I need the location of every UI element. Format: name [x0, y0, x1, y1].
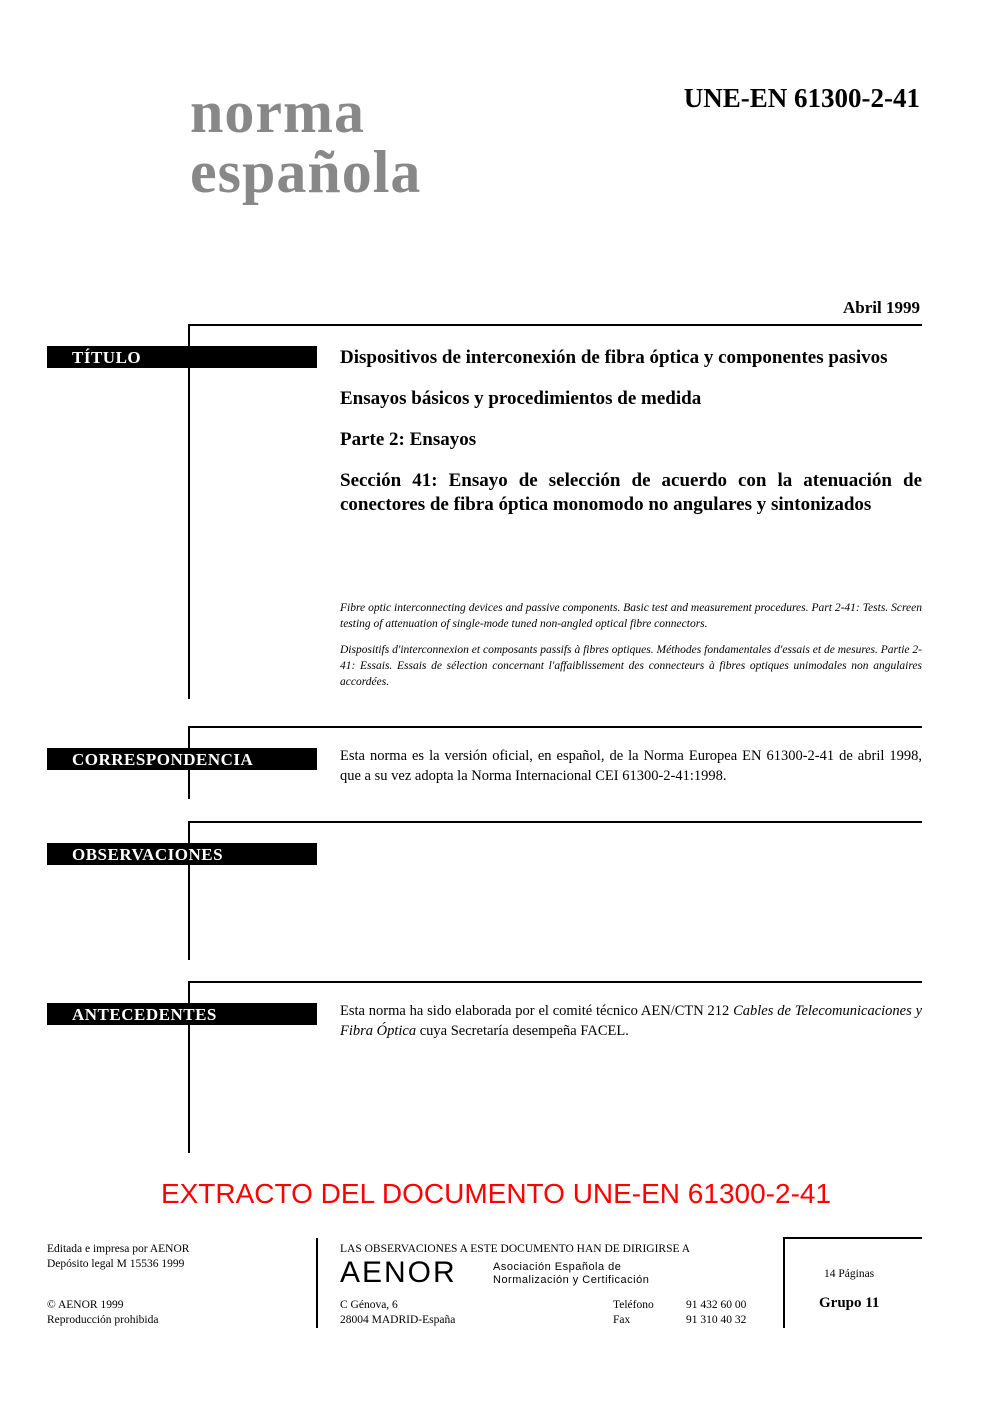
footer-address-1: C Génova, 6: [340, 1299, 398, 1311]
footer-observaciones-note: LAS OBSERVACIONES A ESTE DOCUMENTO HAN DE DIRIGIRSE A: [340, 1243, 691, 1255]
footer-box-top: [783, 1237, 922, 1239]
label-titulo: TÍTULO: [47, 346, 317, 368]
antecedentes-text-end: cuya Secretaría desempeña FACEL.: [416, 1023, 629, 1039]
footer-copyright: © AENOR 1999: [47, 1299, 124, 1311]
title-french: Dispositifs d'interconnexion et composants passifs à fibres optiques. Méthodes fondamentales d'essais et de mesures. Partie 2-41: Essais. Essais de sélection concernant l'affaiblissement des connecteurs à fibres optiques unimodales non angulaires accordées.: [340, 644, 922, 688]
divider-titulo: [188, 324, 922, 326]
footer-grupo: Grupo 11: [819, 1295, 880, 1311]
antecedentes-text-start: Esta norma ha sido elaborada por el comité técnico AEN/CTN 212: [340, 1003, 734, 1019]
footer-telefono: 91 432 60 00: [686, 1299, 747, 1311]
label-antecedentes: ANTECEDENTES: [47, 1003, 317, 1025]
antecedentes-text: [340, 1001, 922, 1041]
title-line-2: Ensayos básicos y procedimientos de medida: [340, 388, 702, 409]
extract-notice: EXTRACTO DEL DOCUMENTO UNE-EN 61300-2-41: [160, 1178, 832, 1209]
footer-telefono-label: Teléfono: [613, 1299, 654, 1311]
footer-fax: 91 310 40 32: [686, 1314, 747, 1326]
vrule-titulo: [188, 324, 190, 699]
label-observaciones: OBSERVACIONES: [47, 843, 317, 865]
vrule-observaciones: [188, 821, 190, 960]
aenor-logo: AENOR: [340, 1256, 457, 1289]
footer-edited: Editada e impresa por AENOR: [47, 1243, 190, 1255]
footer-address-2: 28004 MADRID-España: [340, 1314, 456, 1326]
title-english: Fibre optic interconnecting devices and passive components. Basic test and measurement procedures. Part 2-41: Tests. Screen testing of attenuation of single-mode tuned non-angled optical fibre connectors.: [340, 602, 922, 630]
brand-norma: norma: [190, 79, 365, 145]
footer-fax-label: Fax: [613, 1314, 631, 1326]
standard-code: UNE-EN 61300-2-41: [683, 83, 920, 113]
aenor-asociacion-1: Asociación Española de: [493, 1261, 622, 1273]
aenor-asociacion-2: Normalización y Certificación: [493, 1274, 650, 1286]
title-line-1: Dispositivos de interconexión de fibra óptica y componentes pasivos: [340, 347, 888, 368]
footer-divider-left: [316, 1238, 318, 1328]
divider-correspondencia: [188, 726, 922, 728]
correspondencia-text: Esta norma es la versión oficial, en español, de la Norma Europea EN 61300-2-41 de abril 1998, que a su vez adopta la Norma Internacional CEI 61300-2-41:1998.: [340, 748, 922, 784]
footer-paginas: 14 Páginas: [824, 1268, 875, 1280]
antecedentes-committee-name: Cables de Telecomunicaciones y Fibra Óptica: [340, 1003, 923, 1039]
title-line-3: Parte 2: Ensayos: [340, 429, 477, 450]
footer-divider-right: [783, 1237, 785, 1328]
translations: [340, 600, 922, 700]
footer-deposito: Depósito legal M 15536 1999: [47, 1258, 185, 1270]
label-correspondencia: CORRESPONDENCIA: [47, 748, 317, 770]
publication-date: Abril 1999: [843, 298, 920, 317]
title-block: [340, 346, 922, 534]
brand-espanola: española: [190, 139, 422, 205]
divider-antecedentes: [188, 981, 922, 983]
divider-observaciones: [188, 821, 922, 823]
title-line-4: Sección 41: Ensayo de selección de acuerdo con la atenuación de conectores de fibra óptica monomodo no angulares y sintonizados: [340, 470, 922, 515]
footer-reproduccion: Reproducción prohibida: [47, 1314, 159, 1326]
